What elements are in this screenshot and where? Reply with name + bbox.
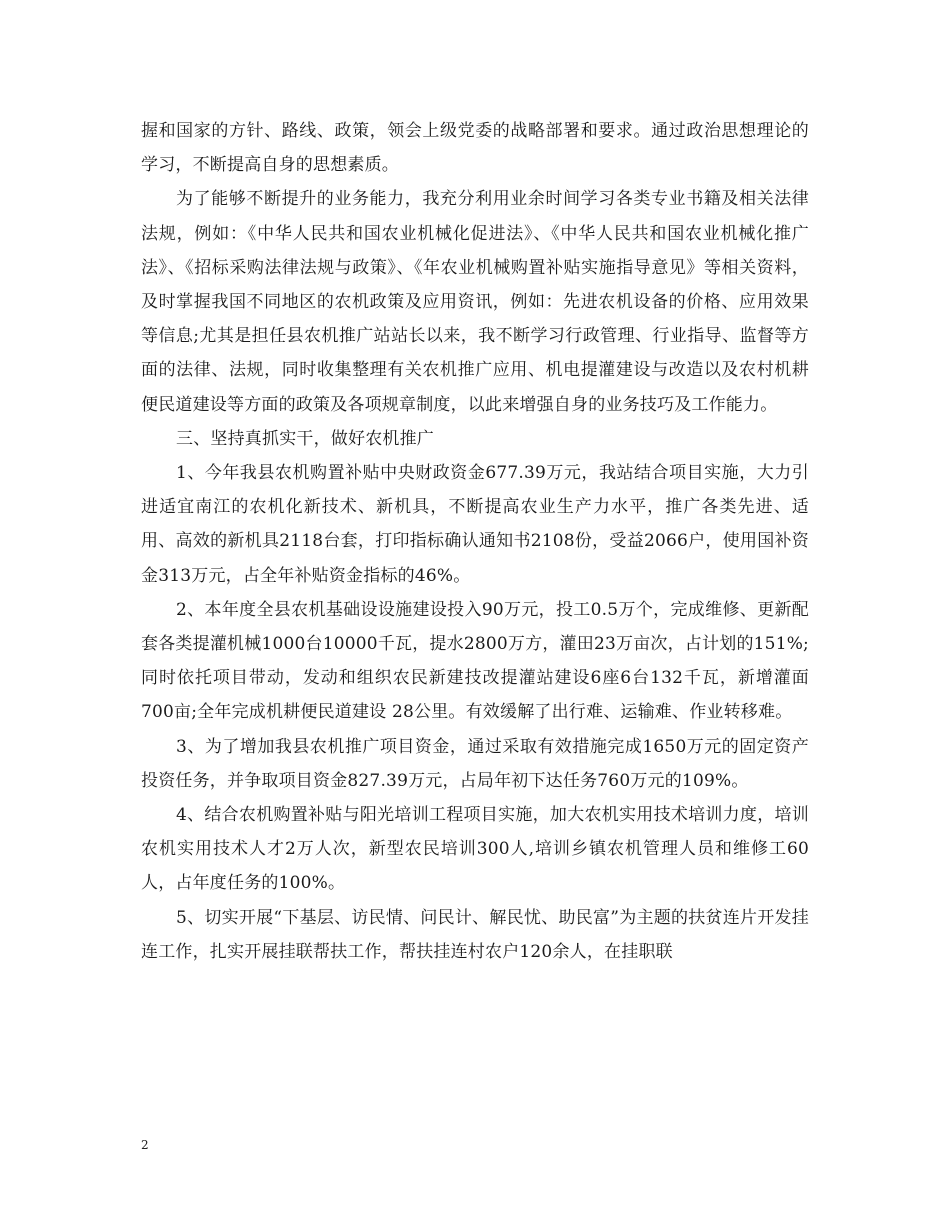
paragraph-item-5: 5、切实开展“下基层、访民情、问民计、解民忧、助民富”为主题的扶贫连片开发挂连工作，扎实开展挂联帮扶工作，帮扶挂连村农户120余人，在挂职联	[141, 907, 809, 962]
paragraph-item-2: 2、本年度全县农机基础设设施建设投入90万元，投工0.5万个，完成维修、更新配套各类提灌机械1000台10000千瓦，提水2800万方，灌田23万亩次，占计划的151%;同时依托项目带动，发动和组织农民新建技改提灌站建设6座6台132千瓦，新增灌面700亩;全年完成机耕便民道建设 28公里。有效缓解了出行难、运输难、作业转移难。	[141, 599, 809, 723]
page-number: 2	[141, 1138, 149, 1152]
section-heading: 三、坚持真抓实干，做好农机推广	[176, 428, 434, 449]
paragraph-item-4: 4、结合农机购置补贴与阳光培训工程项目实施，加大农机实用技术培训力度，培训农机实用技术人才2万人次，新型农民培训300人,培训乡镇农机管理人员和维修工60人，占年度任务的100%。	[141, 805, 809, 894]
paragraph-item-3: 3、为了增加我县农机推广项目资金，通过采取有效措施完成1650万元的固定资产投资任务，并争取项目资金827.39万元，占局年初下达任务760万元的109%。	[141, 736, 809, 791]
paragraph-1: 握和国家的方针、路线、政策，领会上级党委的战略部署和要求。通过政治思想理论的学习，不断提高自身的思想素质。	[141, 121, 809, 176]
document-body	[141, 114, 809, 969]
paragraph-2: 为了能够不断提升的业务能力，我充分利用业余时间学习各类专业书籍及相关法律法规，例如：《中华人民共和国农业机械化促进法》、《中华人民共和国农业机械化推广法》、《招标采购法律法规与政策》、《年农业机械购置补贴实施指导意见》等相关资料，及时掌握我国不同地区的农机政策及应用资讯，例如：先进农机设备的价格、应用效果等信息;尤其是担任县农机推广站站长以来，我不断学习行政管理、行业指导、监督等方面的法律、法规，同时收集整理有关农机推广应用、机电提灌建设与改造以及农村机耕便民道建设等方面的政策及各项规章制度，以此来增强自身的业务技巧及工作能力。	[141, 189, 809, 415]
paragraph-item-1: 1、今年我县农机购置补贴中央财政资金677.39万元，我站结合项目实施，大力引进适宜南江的农机化新技术、新机具，不断提高农业生产力水平，推广各类先进、适用、高效的新机具2118台套，打印指标确认通知书2108份，受益2066户，使用国补资金313万元，占全年补贴资金指标的46%。	[141, 463, 809, 586]
